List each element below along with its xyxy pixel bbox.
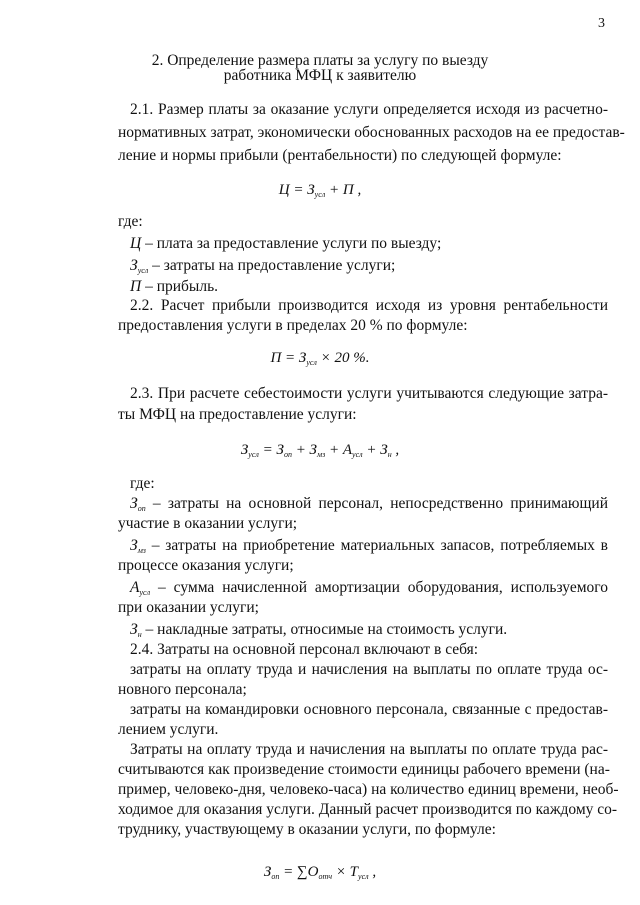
section-heading-line1: 2. Определение размера платы за услугу по выезду (151, 52, 489, 69)
p24-line2: затраты на оплату труда и начисления на выплаты по оплате труда ос- (130, 661, 608, 678)
def-mz-line1: $З_{мз}$ – затраты на приобретение материальных запасов, потребляемых в (130, 537, 608, 555)
def-z-usl: $З_{усл}$ – затраты на предоставление услуги; (130, 257, 396, 275)
p21-line3: ление и нормы прибыли (рентабельности) по следующей формуле: (118, 147, 562, 164)
p25-line3: пример, человеко-дня, человеко-часа) на количество единиц времени, необ- (118, 781, 619, 798)
formula-profit: $П = З_{усл} \times 20$ %. (270, 350, 370, 367)
p22-line2: предоставления услуги в пределах 20 % по формуле: (118, 317, 468, 334)
p24-line4: затраты на командировки основного персонала, связанные с предостав- (130, 701, 608, 718)
def-mz-line2: процессе оказания услуги; (118, 557, 294, 574)
p22-line1: 2.2. Расчет прибыли производится исходя из уровня рентабельности (130, 297, 608, 314)
def-n: $З_н$ – накладные затраты, относимые на стоимость услуги. (130, 621, 508, 639)
section-heading-line2: работника МФЦ к заявителю (223, 67, 417, 84)
p21-line1: 2.1. Размер платы за оказание услуги определяется исходя из расчетно- (130, 101, 608, 118)
where-label-1: где: (118, 213, 143, 230)
def-op-line2: участие в оказании услуги; (118, 515, 298, 532)
formula-price: $Ц = З_{усл} + П$ , (278, 182, 362, 199)
p24-line5: лением услуги. (118, 721, 219, 738)
def-c: Ц – плата за предоставление услуги по выезду; (130, 235, 442, 252)
p25-line2: считываются как произведение стоимости единицы рабочего времени (на- (118, 761, 610, 778)
where-label-2: где: (130, 475, 155, 492)
p25-line4: ходимое для оказания услуги. Данный расчет производится по каждому со- (118, 801, 618, 818)
p24-line3: новного персонала; (118, 681, 247, 698)
p25-line5: труднику, участвующему в оказании услуги, по формуле: (118, 821, 496, 838)
def-a-line1: $А_{усл}$ – сумма начисленной амортизации оборудования, используемого (130, 579, 608, 597)
def-op-line1: $З_{оп}$ – затраты на основной персонал, непосредственно принимающий (130, 495, 608, 513)
p24-line1: 2.4. Затраты на основной персонал включают в себя: (130, 641, 479, 658)
p21-line2: нормативных затрат, экономически обоснованных расходов на ее предостав- (118, 124, 625, 141)
page-number: 3 (598, 16, 605, 31)
def-a-line2: при оказании услуги; (118, 599, 259, 616)
p23-line2: ты МФЦ на предоставление услуги: (118, 406, 357, 423)
p25-line1: Затраты на оплату труда и начисления на выплаты по оплате труда рас- (130, 741, 608, 758)
p23-line1: 2.3. При расчете себестоимости услуги учитываются следующие затра- (130, 385, 608, 402)
formula-personnel: $З_{оп} = \sum О_{отч} \times Т_{усл}$ , (263, 864, 377, 881)
def-p: П – прибыль. (130, 278, 219, 295)
formula-cost: $З_{усл} = З_{оп} + З_{мз} + А_{усл} + З_н$ , (240, 442, 400, 459)
